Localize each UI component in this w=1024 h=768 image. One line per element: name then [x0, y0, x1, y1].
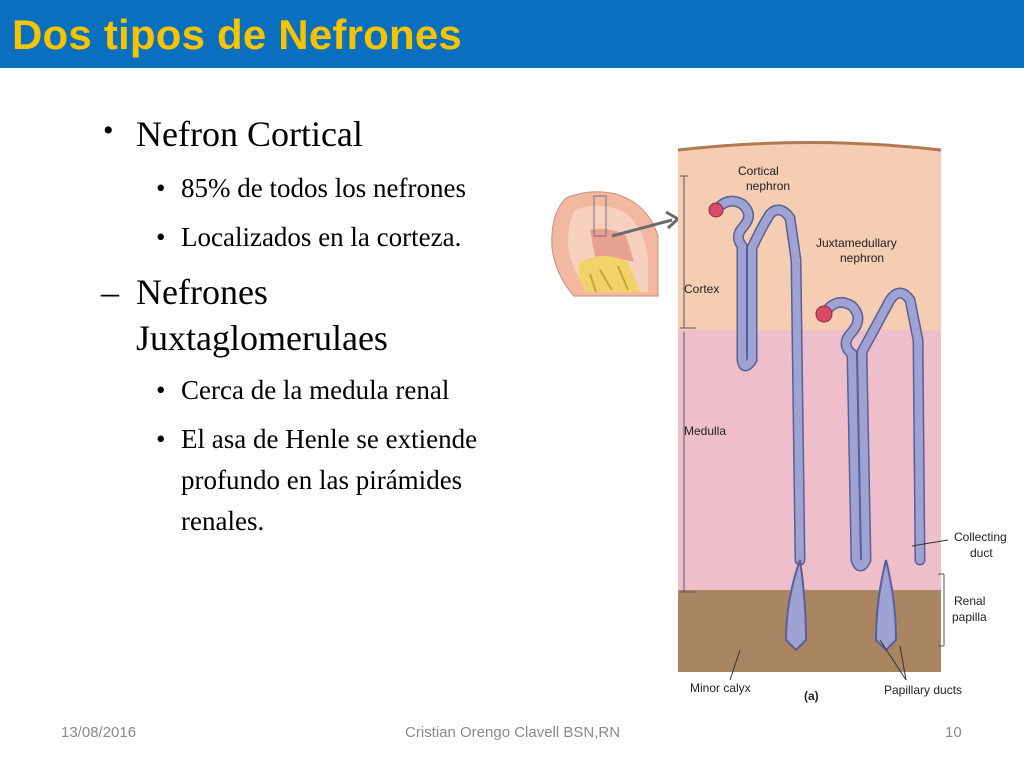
bullet-marker: •	[156, 424, 166, 454]
label-juxtamedullary-1: Juxtamedullary	[816, 236, 897, 250]
bullet-asa-henle-line1: El asa de Henle se extiende	[181, 424, 478, 454]
label-papillary-ducts: Papillary ducts	[884, 683, 963, 697]
label-renal-papilla-1: Renal	[954, 594, 986, 608]
footer-page-number: 10	[945, 724, 962, 741]
bullet-marker: •	[156, 173, 166, 203]
dash-marker: –	[101, 272, 119, 312]
medulla-region	[678, 330, 941, 590]
bullet-localizados: Localizados en la corteza.	[181, 222, 462, 252]
kidney-inset	[548, 190, 660, 300]
bullet-marker: •	[156, 222, 166, 252]
bullet-asa-henle-line2: profundo en las pirámides	[181, 465, 463, 495]
slide-title: Dos tipos de Nefrones	[12, 11, 462, 58]
label-panel-a: (a)	[804, 689, 819, 703]
bullet-marker: •	[156, 375, 166, 405]
label-cortical-nephron-2: nephron	[746, 179, 791, 193]
label-collecting-duct-2: duct	[970, 546, 993, 560]
label-renal-papilla-2: papilla	[952, 610, 987, 624]
label-cortex: Cortex	[684, 282, 720, 296]
bullet-nefrones-line2: Juxtaglomerulaes	[136, 318, 388, 358]
footer-author: Cristian Orengo Clavell BSN,RN	[405, 724, 621, 741]
label-medulla: Medulla	[684, 424, 727, 438]
label-juxtamedullary-2: nephron	[840, 251, 885, 265]
bullet-nefrones-line1: Nefrones	[136, 272, 268, 312]
bullet-85-percent: 85% de todos los nefrones	[181, 173, 466, 203]
bullet-nefron-cortical: Nefron Cortical	[136, 114, 363, 154]
bullet-marker: •	[103, 114, 114, 147]
label-cortical-nephron-1: Cortical	[738, 164, 779, 178]
cortex-region	[678, 143, 941, 331]
label-collecting-duct-1: Collecting	[954, 530, 1007, 544]
label-minor-calyx: Minor calyx	[690, 681, 751, 695]
footer-date: 13/08/2016	[61, 724, 137, 741]
bullet-cerca-medula: Cerca de la medula renal	[181, 375, 450, 405]
bullet-asa-henle-line3: renales.	[181, 506, 265, 536]
